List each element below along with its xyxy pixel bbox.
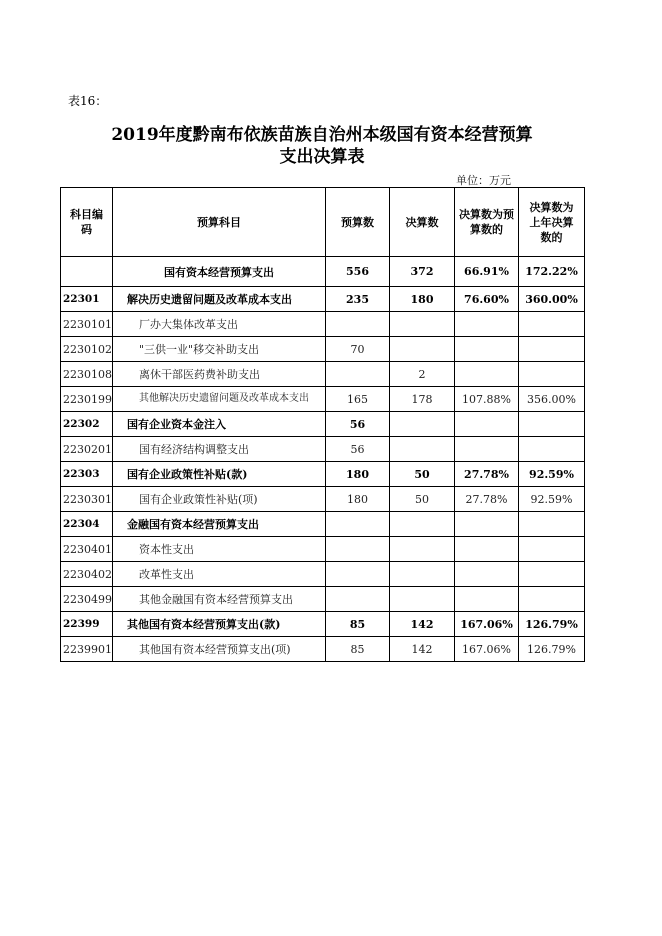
table-row: [61, 612, 585, 637]
row-final: [390, 337, 455, 362]
row-code: 22304: [61, 512, 113, 537]
row-name: 国有企业资本金注入: [113, 412, 326, 437]
row-ratio-budget: 107.88%: [455, 387, 519, 412]
table-row: [61, 362, 585, 387]
table-row: [61, 387, 585, 412]
row-ratio-budget: [455, 562, 519, 587]
row-name: 资本性支出: [113, 537, 326, 562]
header-row: [61, 188, 585, 257]
row-name: "三供一业"移交补助支出: [113, 337, 326, 362]
row-ratio-last: 126.79%: [519, 637, 585, 662]
row-final: 2: [390, 362, 455, 387]
row-code: 2230199: [61, 387, 113, 412]
table-row: [61, 287, 585, 312]
row-name: 国有企业政策性补贴(项): [113, 487, 326, 512]
table-number-label: 表16：: [68, 94, 108, 108]
row-ratio-last: [519, 437, 585, 462]
row-budget: 180: [326, 462, 390, 487]
row-ratio-budget: 27.78%: [455, 487, 519, 512]
row-code: 2230108: [61, 362, 113, 387]
header-subject: 预算科目: [113, 188, 326, 257]
row-final: [390, 537, 455, 562]
table-row: [61, 462, 585, 487]
row-final: 50: [390, 462, 455, 487]
row-ratio-last: 360.00%: [519, 287, 585, 312]
header-code: 科目编码: [61, 188, 113, 257]
row-final: 142: [390, 637, 455, 662]
row-ratio-last: 92.59%: [519, 487, 585, 512]
total-row: [61, 257, 585, 287]
row-budget: [326, 512, 390, 537]
row-budget: 180: [326, 487, 390, 512]
row-final: [390, 312, 455, 337]
row-ratio-budget: [455, 412, 519, 437]
row-final: 50: [390, 487, 455, 512]
row-name: 其他金融国有资本经营预算支出: [113, 587, 326, 612]
row-ratio-last: [519, 412, 585, 437]
row-budget: 85: [326, 637, 390, 662]
row-code: 2230301: [61, 487, 113, 512]
row-final: 142: [390, 612, 455, 637]
document-subtitle: 支出决算表: [279, 147, 365, 167]
table-row: [61, 512, 585, 537]
total-code: [61, 257, 113, 287]
row-ratio-budget: 167.06%: [455, 612, 519, 637]
row-name: 离休干部医药费补助支出: [113, 362, 326, 387]
total-budget: 556: [326, 257, 390, 287]
row-name: 其他国有资本经营预算支出(项): [113, 637, 326, 662]
row-final: [390, 512, 455, 537]
row-ratio-last: 126.79%: [519, 612, 585, 637]
row-code: 22302: [61, 412, 113, 437]
row-final: [390, 587, 455, 612]
total-ratio-budget: 66.91%: [455, 257, 519, 287]
row-ratio-budget: [455, 312, 519, 337]
row-name: 其他国有资本经营预算支出(款): [113, 612, 326, 637]
row-name: 解决历史遗留问题及改革成本支出: [113, 287, 326, 312]
row-budget: [326, 587, 390, 612]
header-ratio-last: 决算数为上年决算数的: [519, 188, 585, 257]
row-ratio-budget: 76.60%: [455, 287, 519, 312]
row-budget: 56: [326, 412, 390, 437]
table-row: [61, 337, 585, 362]
row-ratio-last: [519, 337, 585, 362]
table-row: [61, 312, 585, 337]
row-final: 180: [390, 287, 455, 312]
header-ratio-budget: 决算数为预算数的: [455, 188, 519, 257]
row-ratio-last: [519, 587, 585, 612]
row-ratio-last: [519, 562, 585, 587]
row-name: 国有企业政策性补贴(款): [113, 462, 326, 487]
row-ratio-last: 92.59%: [519, 462, 585, 487]
row-final: [390, 412, 455, 437]
header-budget: 预算数: [326, 188, 390, 257]
row-code: 2230402: [61, 562, 113, 587]
row-budget: [326, 537, 390, 562]
row-code: 2230499: [61, 587, 113, 612]
row-code: 2230101: [61, 312, 113, 337]
row-budget: 165: [326, 387, 390, 412]
row-ratio-budget: 167.06%: [455, 637, 519, 662]
total-final: 372: [390, 257, 455, 287]
table-row: [61, 437, 585, 462]
row-ratio-budget: [455, 587, 519, 612]
row-code: 22399: [61, 612, 113, 637]
row-final: [390, 437, 455, 462]
row-budget: [326, 362, 390, 387]
row-name: 厂办大集体改革支出: [113, 312, 326, 337]
row-ratio-budget: [455, 512, 519, 537]
row-budget: [326, 312, 390, 337]
header-final: 决算数: [390, 188, 455, 257]
unit-label: 单位：万元: [456, 174, 511, 187]
table-row: [61, 537, 585, 562]
row-ratio-last: [519, 362, 585, 387]
row-ratio-last: [519, 512, 585, 537]
row-budget: 85: [326, 612, 390, 637]
row-name: 国有经济结构调整支出: [113, 437, 326, 462]
row-ratio-budget: [455, 337, 519, 362]
row-budget: 70: [326, 337, 390, 362]
row-code: 22301: [61, 287, 113, 312]
row-ratio-last: [519, 537, 585, 562]
row-code: 2230201: [61, 437, 113, 462]
table-row: [61, 587, 585, 612]
row-ratio-budget: 27.78%: [455, 462, 519, 487]
row-ratio-budget: [455, 437, 519, 462]
table-row: [61, 562, 585, 587]
row-ratio-budget: [455, 362, 519, 387]
row-ratio-last: [519, 312, 585, 337]
document-title: 2019年度黔南布依族苗族自治州本级国有资本经营预算: [111, 125, 533, 145]
budget-table: [60, 187, 585, 662]
row-final: [390, 562, 455, 587]
row-name: 其他解决历史遗留问题及改革成本支出: [113, 387, 326, 412]
row-budget: 56: [326, 437, 390, 462]
row-ratio-budget: [455, 537, 519, 562]
table-row: [61, 637, 585, 662]
row-code: 2230102: [61, 337, 113, 362]
row-code: 22303: [61, 462, 113, 487]
row-budget: [326, 562, 390, 587]
row-budget: 235: [326, 287, 390, 312]
total-name: 国有资本经营预算支出: [113, 257, 326, 287]
row-ratio-last: 356.00%: [519, 387, 585, 412]
row-name: 金融国有资本经营预算支出: [113, 512, 326, 537]
total-ratio-last: 172.22%: [519, 257, 585, 287]
table-row: [61, 487, 585, 512]
row-code: 2230401: [61, 537, 113, 562]
row-name: 改革性支出: [113, 562, 326, 587]
row-code: 2239901: [61, 637, 113, 662]
row-final: 178: [390, 387, 455, 412]
table-row: [61, 412, 585, 437]
